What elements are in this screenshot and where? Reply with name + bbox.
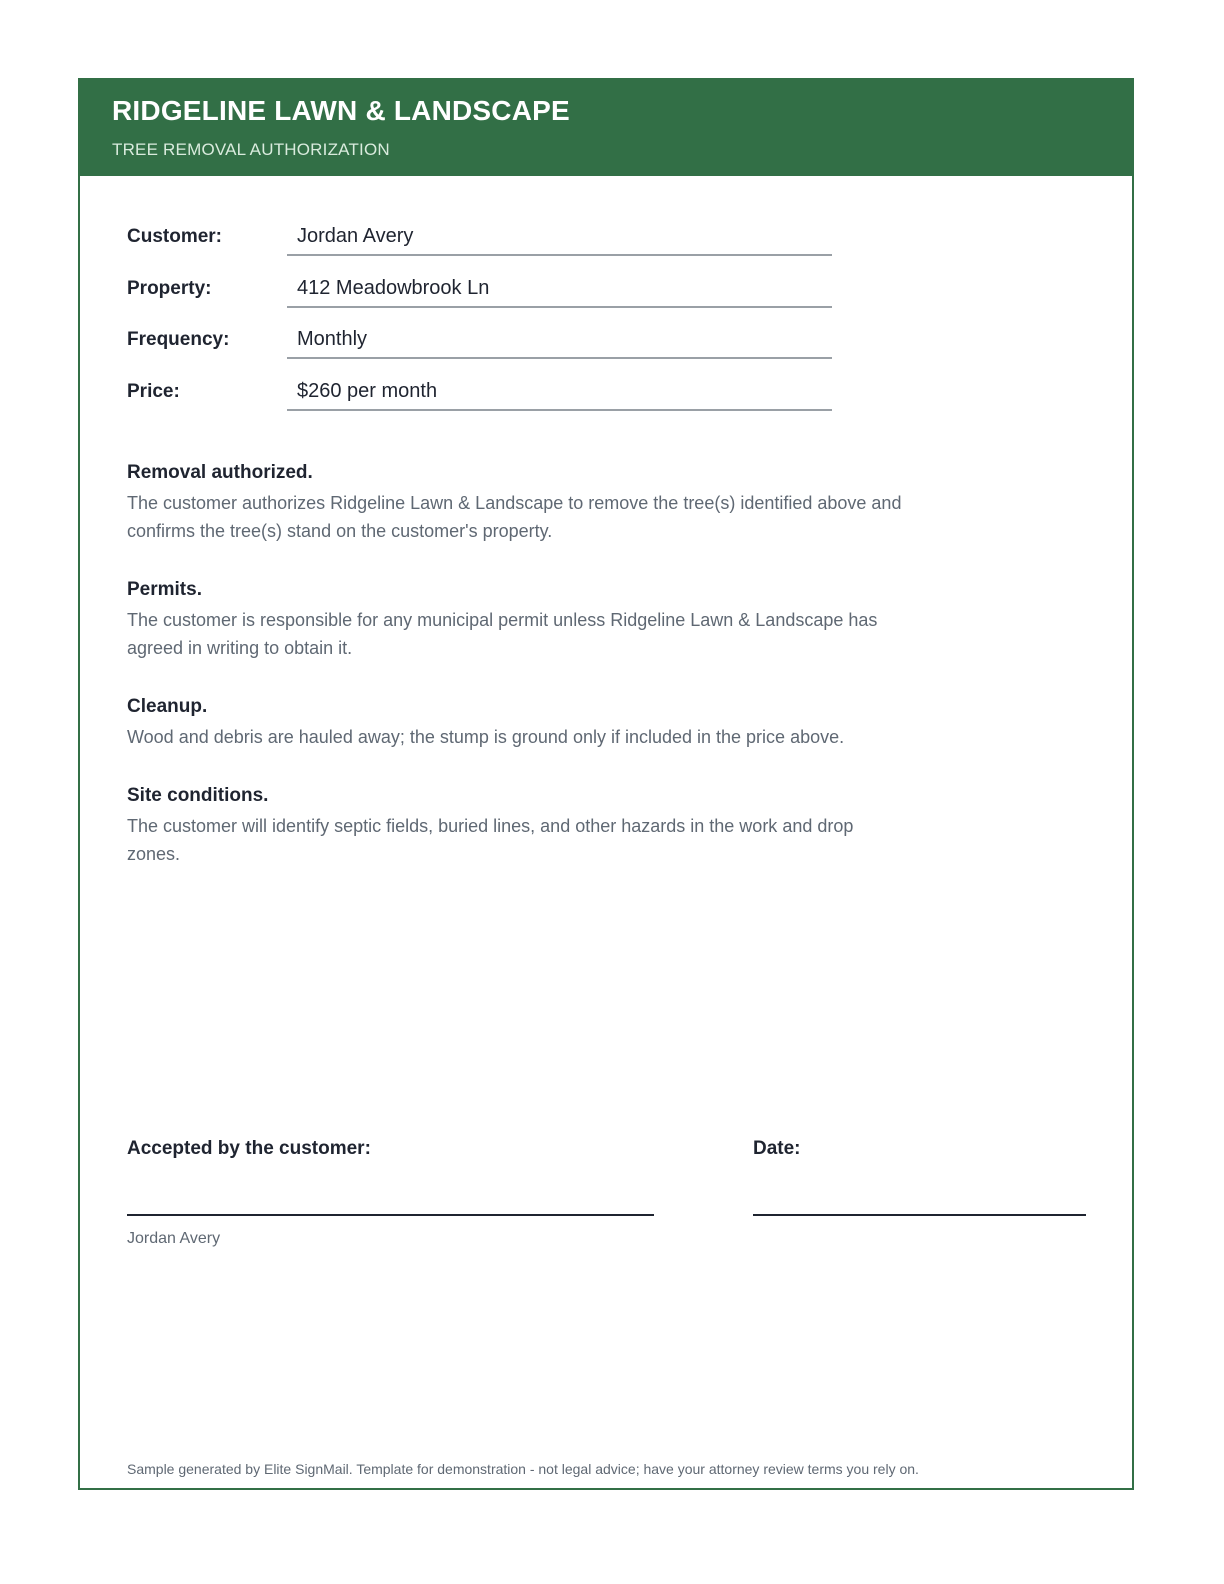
date-label: Date: xyxy=(753,1138,801,1159)
clause-removal-authorized xyxy=(127,461,927,545)
property-field xyxy=(127,278,837,314)
clause-body: The customer authorizes Ridgeline Lawn & Landscape to remove the tree(s) identified above and confirms the tree(s) stand on the customer's property. xyxy=(127,493,902,541)
clause-body: Wood and debris are hauled away; the stump is ground only if included in the price above. xyxy=(127,727,845,747)
frequency-value: Monthly xyxy=(297,328,368,350)
price-label: Price: xyxy=(127,381,180,402)
clause-permits xyxy=(127,578,927,662)
price-value: $260 per month xyxy=(297,380,438,402)
clause-cleanup xyxy=(127,695,927,751)
clause-body: The customer is responsible for any municipal permit unless Ridgeline Lawn & Landscape has agreed in writing to obtain it. xyxy=(127,610,878,658)
signer-name: Jordan Avery xyxy=(127,1230,221,1247)
frequency-value-line xyxy=(287,329,832,359)
price-field xyxy=(127,381,837,417)
frequency-label: Frequency: xyxy=(127,329,230,350)
clause-site-conditions xyxy=(127,784,887,868)
company-name: RIDGELINE LAWN & LANDSCAPE xyxy=(112,95,570,126)
property-value-line xyxy=(287,278,832,308)
clause-body: The customer will identify septic fields, buried lines, and other hazards in the work and drop zones. xyxy=(127,816,854,864)
property-label: Property: xyxy=(127,278,212,299)
clause-heading: Cleanup. xyxy=(127,696,208,717)
frequency-field xyxy=(127,329,837,365)
document-header xyxy=(80,80,1132,176)
customer-field xyxy=(127,226,837,262)
clause-heading: Site conditions. xyxy=(127,785,269,806)
clause-heading: Removal authorized. xyxy=(127,462,313,483)
agreement-document xyxy=(78,78,1134,1490)
footer-disclaimer: Sample generated by Elite SignMail. Template for demonstration - not legal advice; have your attorney review terms you rely on. xyxy=(127,1461,919,1477)
price-value-line xyxy=(287,381,832,411)
customer-label: Customer: xyxy=(127,226,223,247)
accepted-by-label: Accepted by the customer: xyxy=(127,1138,371,1159)
clause-heading: Permits. xyxy=(127,579,202,600)
document-title: TREE REMOVAL AUTHORIZATION xyxy=(112,140,390,159)
date-line[interactable] xyxy=(753,1214,1086,1216)
property-value: 412 Meadowbrook Ln xyxy=(297,277,490,299)
signature-line[interactable] xyxy=(127,1214,654,1216)
customer-value: Jordan Avery xyxy=(297,225,414,247)
customer-value-line xyxy=(287,226,832,256)
